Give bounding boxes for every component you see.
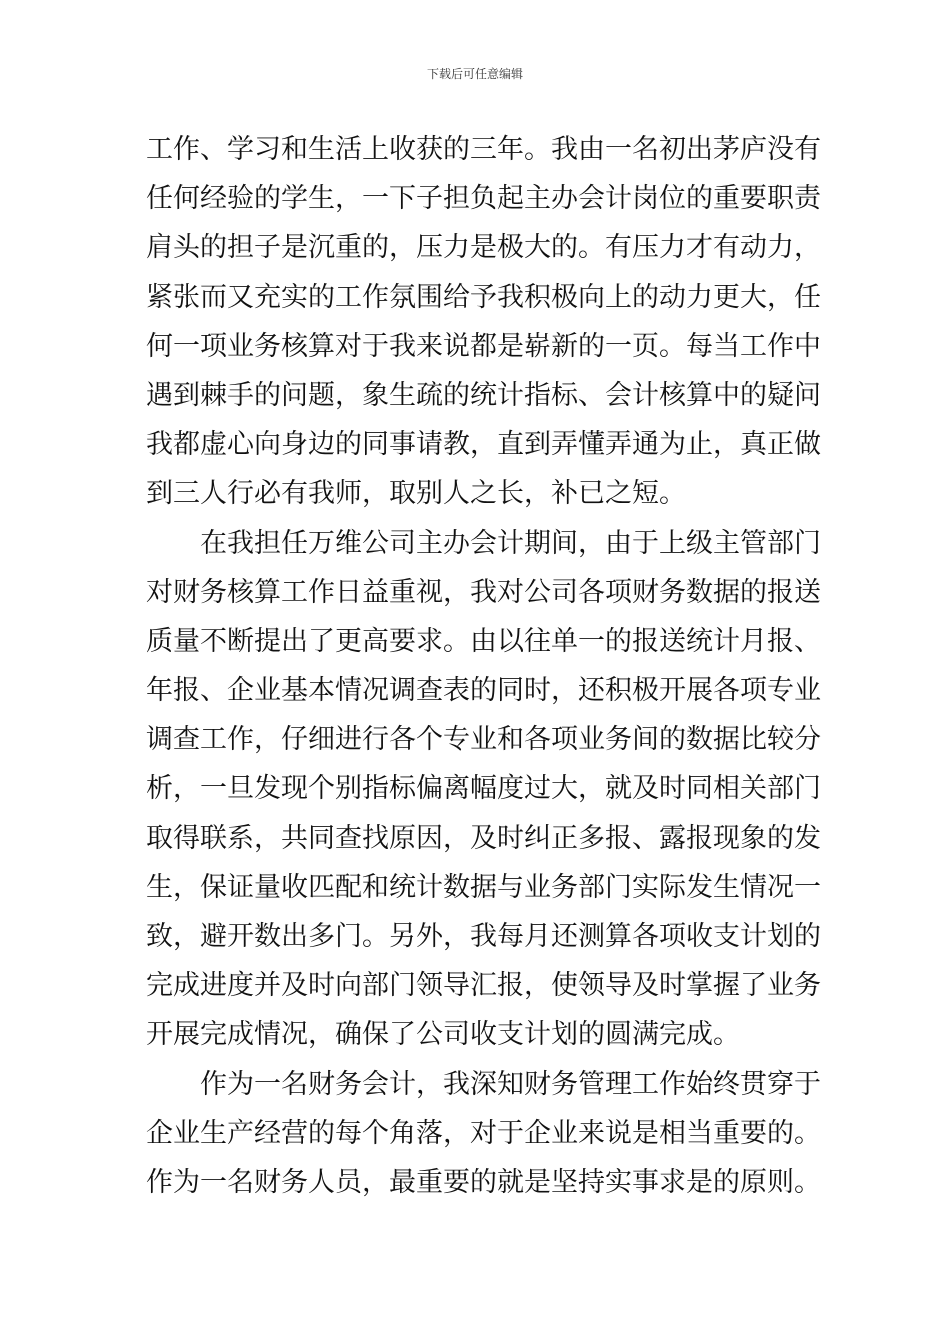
paragraph-line: 调查工作，仔细进行各个专业和各项业务间的数据比较分 <box>146 724 821 756</box>
paragraph-line: 遇到棘手的问题，象生疏的统计指标、会计核算中的疑问 <box>146 379 821 411</box>
paragraph-line: 年报、企业基本情况调查表的同时，还积极开展各项专业 <box>146 675 821 707</box>
paragraph-line: 企业生产经营的每个角落，对于企业来说是相当重要的。 <box>146 1117 821 1149</box>
paragraph-line: 致，避开数出多门。另外，我每月还测算各项收支计划的 <box>146 921 821 952</box>
paragraph-line: 何一项业务核算对于我来说都是崭新的一页。每当工作中 <box>146 330 821 362</box>
paragraph-line: 肩头的担子是沉重的，压力是极大的。有压力才有动力， <box>146 232 821 264</box>
paragraph-line: 完成进度并及时向部门领导汇报，使领导及时掌握了业务 <box>146 970 821 1002</box>
paragraph-line: 取得联系，共同查找原因，及时纠正多报、露报现象的发 <box>146 822 821 854</box>
paragraph-first-line: 作为一名财务会计，我深知财务管理工作始终贯穿于 <box>200 1068 821 1100</box>
paragraph-line: 析，一旦发现个别指标偏离幅度过大，就及时同相关部门 <box>146 773 821 805</box>
document-body <box>146 125 821 1207</box>
paragraph-line: 工作、学习和生活上收获的三年。我由一名初出茅庐没有 <box>146 134 821 165</box>
page-header <box>0 66 950 82</box>
paragraph-line: 作为一名财务人员，最重要的就是坚持实事求是的原则。 <box>146 1166 821 1198</box>
paragraph-line: 紧张而又充实的工作氛围给予我积极向上的动力更大，任 <box>146 281 821 313</box>
paragraph-line: 到三人行必有我师，取别人之长，补已之短。 <box>146 478 686 510</box>
paragraph-line: 我都虚心向身边的同事请教，直到弄懂弄通为止，真正做 <box>146 429 821 461</box>
paragraph-2 <box>146 519 821 1060</box>
paragraph-3 <box>146 1060 821 1208</box>
paragraph-first-line: 在我担任万维公司主办会计期间，由于上级主管部门 <box>200 527 821 559</box>
paragraph-line: 任何经验的学生，一下子担负起主办会计岗位的重要职责 <box>146 183 821 215</box>
paragraph-line: 对财务核算工作日益重视，我对公司各项财务数据的报送 <box>146 576 821 608</box>
paragraph-1 <box>146 125 821 519</box>
paragraph-line: 生，保证量收匹配和统计数据与业务部门实际发生情况一 <box>146 871 821 903</box>
header-text: 下载后可任意编辑 <box>426 67 523 81</box>
paragraph-line: 质量不断提出了更高要求。由以往单一的报送统计月报、 <box>146 625 821 657</box>
paragraph-line: 开展完成情况，确保了公司收支计划的圆满完成。 <box>146 1019 740 1051</box>
